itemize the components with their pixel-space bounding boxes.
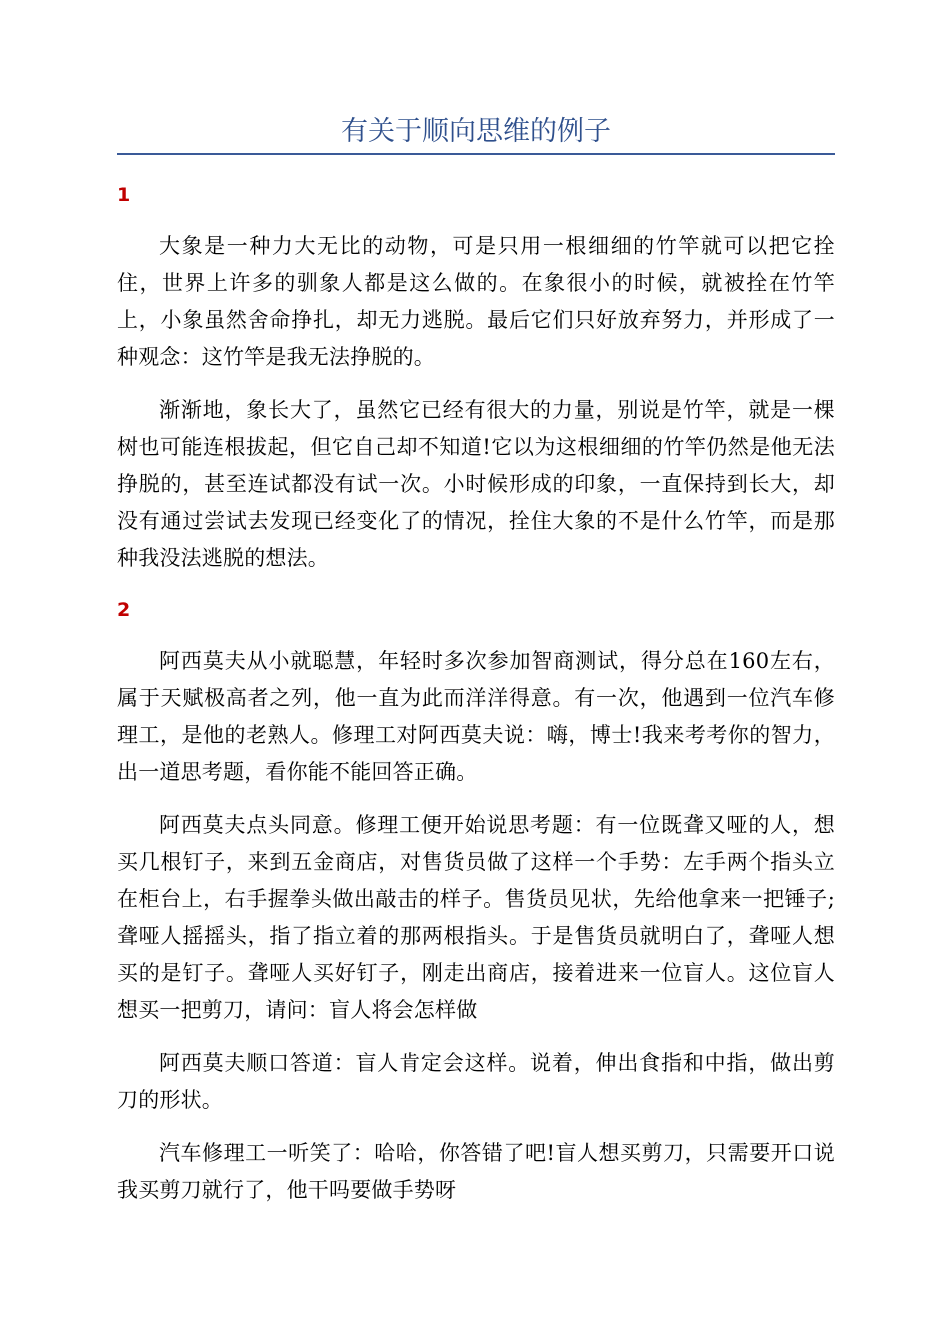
paragraph: 汽车修理工一听笑了：哈哈，你答错了吧!盲人想买剪刀，只需要开口说我买剪刀就行了，他干吗要做手势呀: [117, 1141, 835, 1202]
section-number: 2: [117, 599, 131, 621]
document-body: [117, 178, 835, 1225]
section-number: 1: [117, 184, 131, 206]
paragraph: 阿西莫夫顺口答道：盲人肯定会这样。说着，伸出食指和中指，做出剪刀的形状。: [117, 1051, 835, 1112]
title-underline: [117, 153, 835, 155]
section-1: [117, 178, 835, 577]
paragraph: 渐渐地，象长大了，虽然它已经有很大的力量，别说是竹竿，就是一棵树也可能连根拔起，但它自己却不知道!它以为这根细细的竹竿仍然是他无法挣脱的，甚至连试都没有试一次。小时候形成的印象，一直保持到长大，却没有通过尝试去发现已经变化了的情况，拴住大象的不是什么竹竿，而是那种我没法逃脱的想法。: [117, 398, 835, 570]
paragraph: 大象是一种力大无比的动物，可是只用一根细细的竹竿就可以把它拴住，世界上许多的驯象人都是这么做的。在象很小的时候，就被拴在竹竿上，小象虽然舍命挣扎，却无力逃脱。最后它们只好放弃努力，并形成了一种观念：这竹竿是我无法挣脱的。: [117, 234, 835, 369]
document-title: 有关于顺向思维的例子: [341, 116, 611, 147]
section-2: [117, 593, 835, 1209]
paragraph: 阿西莫夫从小就聪慧，年轻时多次参加智商测试，得分总在160左右，属于天赋极高者之列，他一直为此而洋洋得意。有一次，他遇到一位汽车修理工，是他的老熟人。修理工对阿西莫夫说：嗨，博士!我来考考你的智力，出一道思考题，看你能不能回答正确。: [117, 649, 835, 784]
paragraph: 阿西莫夫点头同意。修理工便开始说思考题：有一位既聋又哑的人，想买几根钉子，来到五金商店，对售货员做了这样一个手势：左手两个指头立在柜台上，右手握拳头做出敲击的样子。售货员见状，先给他拿来一把锤子;聋哑人摇摇头，指了指立着的那两根指头。于是售货员就明白了，聋哑人想买的是钉子。聋哑人买好钉子，刚走出商店，接着进来一位盲人。这位盲人想买一把剪刀，请问：盲人将会怎样做: [117, 813, 835, 1022]
